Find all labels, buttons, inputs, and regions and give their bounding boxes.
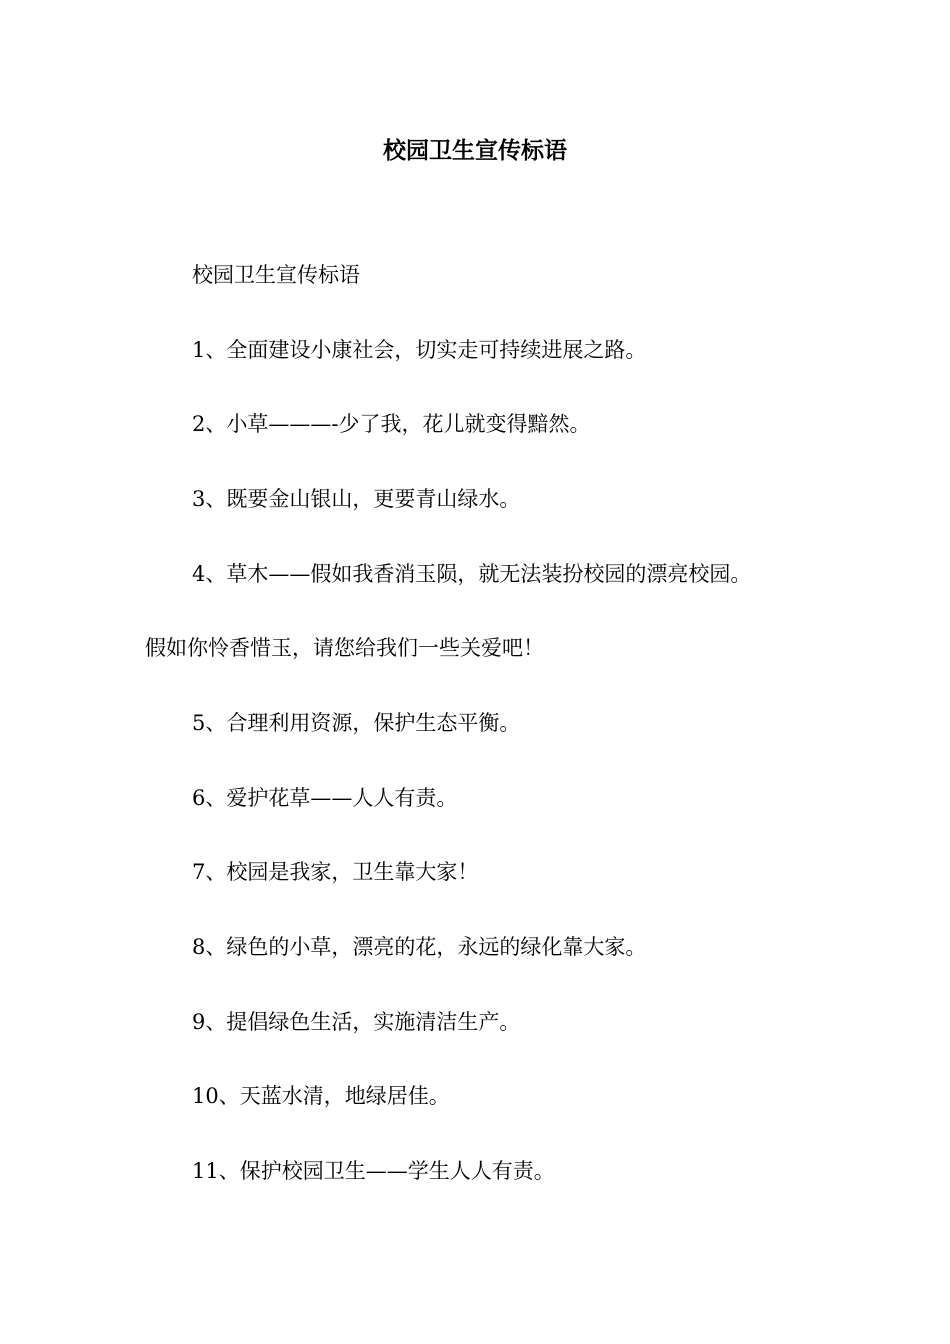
slogan-item-3: 3、既要金山银山，更要青山绿水。 (192, 487, 521, 511)
slogan-item-9: 9、提倡绿色生活，实施清洁生产。 (192, 1010, 521, 1034)
slogan-item-2: 2、小草———-少了我，花儿就变得黯然。 (192, 412, 591, 436)
slogan-item-4-continued: 假如你怜香惜玉，请您给我们一些关爱吧！ (145, 636, 544, 660)
slogan-item-8: 8、绿色的小草，漂亮的花，永远的绿化靠大家。 (192, 935, 647, 959)
slogan-item-5: 5、合理利用资源，保护生态平衡。 (192, 711, 521, 735)
slogan-item-4: 4、草木——假如我香消玉陨，就无法装扮校园的漂亮校园。 (192, 562, 752, 586)
slogan-item-7: 7、校园是我家，卫生靠大家！ (192, 860, 479, 884)
slogan-item-6: 6、爱护花草——人人有责。 (192, 786, 458, 810)
document-subtitle: 校园卫生宣传标语 (192, 263, 360, 287)
slogan-item-11: 11、保护校园卫生——学生人人有责。 (192, 1159, 555, 1183)
document-title: 校园卫生宣传标语 (383, 137, 567, 164)
slogan-item-10: 10、天蓝水清，地绿居佳。 (192, 1084, 450, 1108)
slogan-item-1: 1、全面建设小康社会，切实走可持续进展之路。 (192, 338, 647, 362)
